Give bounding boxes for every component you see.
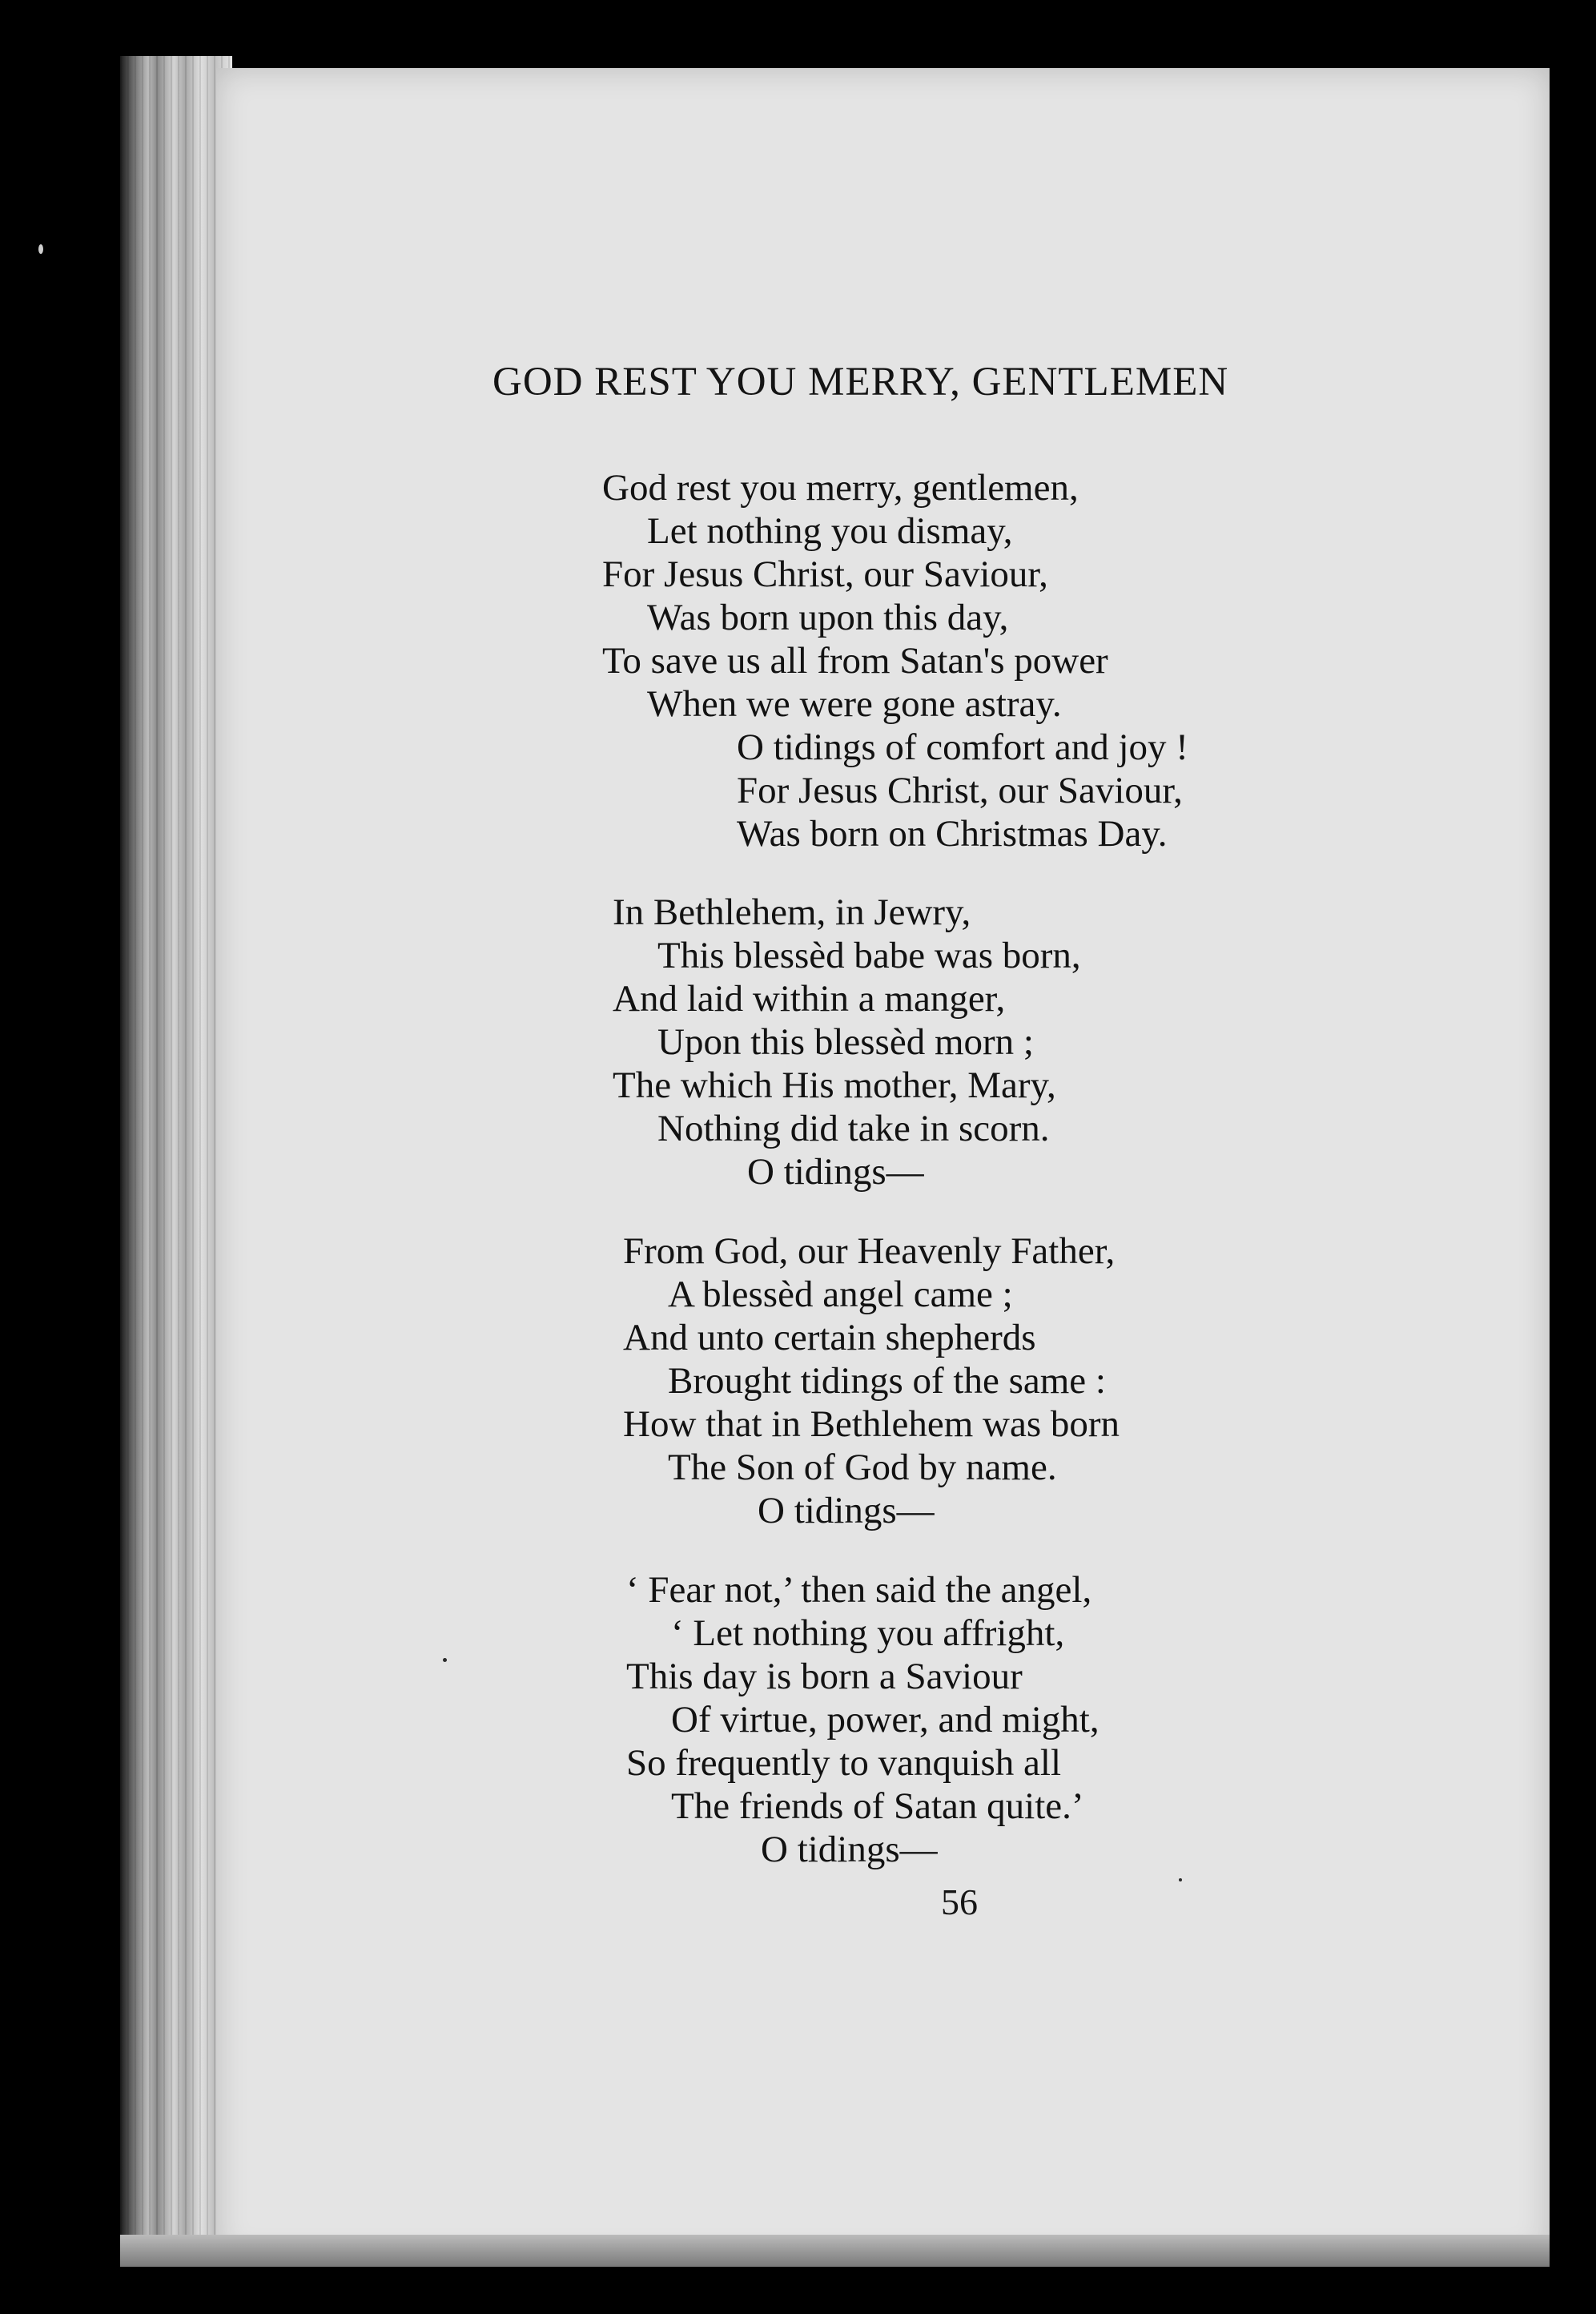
carol-title: GOD REST YOU MERRY, GENTLEMEN bbox=[492, 360, 1229, 404]
verse-line: Was born upon this day, bbox=[647, 597, 1009, 638]
verse-line: For Jesus Christ, our Saviour, bbox=[602, 553, 1048, 595]
page-edge-lines bbox=[120, 56, 232, 2259]
verse-line: This blessèd babe was born, bbox=[657, 935, 1081, 976]
refrain-line: O tidings of comfort and joy ! bbox=[737, 726, 1188, 768]
verse-line: ‘ Fear not,’ then said the angel, bbox=[626, 1569, 1092, 1611]
refrain-line: Was born on Christmas Day. bbox=[737, 813, 1168, 855]
verse-line: Nothing did take in scorn. bbox=[657, 1108, 1050, 1149]
verse-line: When we were gone astray. bbox=[647, 683, 1062, 725]
scan-speck bbox=[443, 1658, 447, 1662]
verse-line: In Bethlehem, in Jewry, bbox=[613, 891, 971, 933]
verse-line: This day is born a Saviour bbox=[626, 1656, 1023, 1697]
verse-line: The friends of Satan quite.’ bbox=[671, 1785, 1084, 1827]
verse-line: To save us all from Satan's power bbox=[602, 640, 1108, 682]
page-bottom-edge bbox=[120, 2235, 1550, 2267]
stanza-3 bbox=[623, 1229, 1120, 1532]
verse-line: And laid within a manger, bbox=[613, 978, 1006, 1020]
verse-line: How that in Bethlehem was born bbox=[623, 1403, 1120, 1445]
stanza-4 bbox=[626, 1568, 1100, 1871]
verse-line: The Son of God by name. bbox=[668, 1447, 1057, 1488]
page-number: 56 bbox=[941, 1881, 978, 1922]
refrain-line: For Jesus Christ, our Saviour, bbox=[737, 770, 1183, 811]
stanza-1 bbox=[602, 466, 1188, 855]
refrain-line: O tidings— bbox=[747, 1151, 924, 1193]
verse-line: Let nothing you dismay, bbox=[647, 510, 1013, 552]
verse-line: A blessèd angel came ; bbox=[668, 1274, 1013, 1315]
scan-speck bbox=[38, 244, 43, 254]
verse-line: Brought tidings of the same : bbox=[668, 1360, 1106, 1402]
verse-line: God rest you merry, gentlemen, bbox=[602, 467, 1079, 509]
verse-line: So frequently to vanquish all bbox=[626, 1742, 1062, 1784]
refrain-line: O tidings— bbox=[758, 1490, 935, 1531]
stanza-2 bbox=[613, 891, 1081, 1193]
scan-speck bbox=[1179, 1878, 1182, 1881]
refrain-line: O tidings— bbox=[761, 1829, 938, 1870]
verse-line: ‘ Let nothing you affright, bbox=[671, 1612, 1065, 1654]
verse-line: Of virtue, power, and might, bbox=[671, 1699, 1100, 1741]
verse-line: And unto certain shepherds bbox=[623, 1317, 1036, 1358]
verse-line: Upon this blessèd morn ; bbox=[657, 1021, 1034, 1063]
verse-line: From God, our Heavenly Father, bbox=[623, 1230, 1116, 1272]
verse-line: The which His mother, Mary, bbox=[613, 1064, 1056, 1106]
